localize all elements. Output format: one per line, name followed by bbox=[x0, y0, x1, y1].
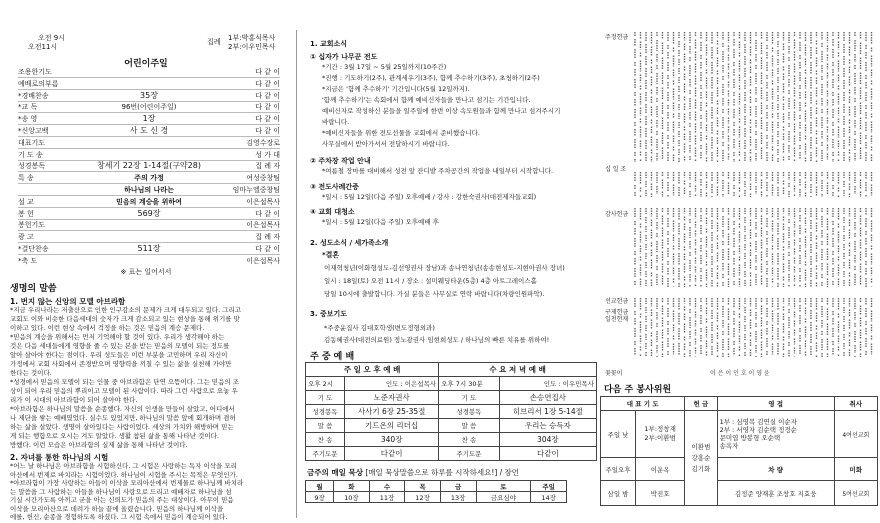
order-row bbox=[18, 114, 280, 124]
news-item-title bbox=[310, 53, 560, 62]
order-item-leader: 이은섭목사 bbox=[246, 256, 280, 265]
news-item bbox=[310, 183, 536, 203]
meditation-chapter: 14장 bbox=[531, 492, 567, 503]
officiant-label: 집례 bbox=[207, 38, 221, 46]
member-news-title: 2. 성도소식 / 세가족소개 bbox=[310, 239, 389, 247]
servant-prayer: 1부:정창재 2부:이환범 bbox=[636, 411, 685, 458]
meditation-day: 금 bbox=[440, 481, 476, 492]
news-item-title bbox=[310, 157, 553, 166]
text-line: 에를, 헌신, 순종을 경험하도록 하셨다. 그 시험 속에서 믿음이 계승되어 있다. bbox=[10, 513, 228, 521]
worship-row bbox=[306, 405, 597, 419]
flower-donors: 이 은 이 인 호 이 영 윤 bbox=[710, 370, 770, 377]
order-row bbox=[18, 138, 280, 148]
order-item-leader: 이은섭목사 bbox=[246, 221, 280, 230]
meditation-chapter: 9장 bbox=[306, 492, 334, 503]
order-item-leader: 집 례 자 bbox=[255, 233, 280, 242]
meditation-chapter: 12장 bbox=[405, 492, 441, 503]
news-item-title-text: 십자가 나무꾼 전도 bbox=[318, 53, 378, 61]
order-item-leader: 집 례 자 bbox=[255, 162, 280, 171]
news-item-number: ① bbox=[310, 53, 316, 61]
order-item-leader: 다 같 이 bbox=[255, 79, 280, 88]
servants-title: 다음 주 봉사위원 bbox=[604, 385, 672, 395]
order-item-leader: 이은섭목사 bbox=[246, 197, 280, 206]
news-item-line: 예비신자로 작성하신 분들을 일주일에 한번 이상 속도원들과 함께 만나고 섬겨주시기 bbox=[322, 107, 561, 115]
morning-time: 오전 9시 bbox=[38, 34, 65, 42]
church-news-title: 1. 교회소식 bbox=[310, 40, 348, 48]
news-item-number: ④ bbox=[310, 208, 316, 216]
text-line: 이하고 있다. 이런 현상 속에서 걱정을 하는 것은 믿음의 계승 문제다. bbox=[10, 324, 205, 332]
order-item-label: 봉헌기도 bbox=[18, 221, 46, 230]
order-item-content: 1장 bbox=[142, 114, 156, 124]
meditation-table bbox=[305, 480, 567, 503]
news-item-line: *예비신자들을 위한 전도선물을 교회에서 준비했습니다. bbox=[322, 129, 480, 137]
text-line: *아브라함이 가장 사랑하는 아들이 이삭을 모리아산에서 번제물로 하나님께 바치라 bbox=[10, 479, 244, 487]
order-item-content: 하나님의 나라는 bbox=[124, 186, 174, 194]
text-line: *지금 우리나라는 저출산으로 인한 인구감소의 문제가 크게 대두되고 있다. 그리고 bbox=[10, 306, 242, 314]
worship-row-label: 주기도문 bbox=[306, 447, 345, 461]
servant-prayer: 이운옥 bbox=[636, 458, 685, 481]
news-item-line: *지금은 '함께 추수하기' 기간입니다(5월 12일까지). bbox=[322, 85, 470, 93]
offering-label-relief: 구제헌금 일천헌재 bbox=[605, 309, 629, 323]
worship-row-value: 손승연집사 bbox=[499, 391, 596, 405]
servant-usher: 1부 : 심영복 김연실 이순자 2부 : 서영자 김순택 정정순 문미엽 방봉형 오순택 송옥자 bbox=[717, 411, 834, 458]
offering-label-tithe-main: 주정헌금 bbox=[605, 34, 629, 41]
meditation-chapter: 금요심야 bbox=[476, 492, 531, 503]
servant-vehicle-label: 차 량 bbox=[717, 458, 834, 481]
order-item-content: 주의 가정 bbox=[134, 174, 164, 183]
order-item-leader: 다 같 이 bbox=[255, 127, 280, 135]
late-time: 오전11시 bbox=[28, 43, 58, 51]
service-title: 어린이주일 bbox=[124, 59, 168, 69]
meditation-day: 수 bbox=[369, 481, 405, 492]
meditation-heading bbox=[307, 467, 519, 478]
text-line: 나 제단을 쌓는 예배였었다. 실수도 있었지만, 하나님의 말씀 앞에 회개하며 겸허 bbox=[10, 414, 236, 422]
order-item-content: 96번(어린이주일) bbox=[121, 103, 177, 112]
worship-row-value: 우리는 승득자 bbox=[499, 419, 596, 433]
sunday-pm-leader: 인도 : 이은섭목사 bbox=[345, 377, 439, 391]
order-row bbox=[18, 220, 280, 230]
worship-row-label: 주기도문 bbox=[439, 447, 500, 461]
order-item-label: 봉 헌 bbox=[18, 209, 34, 218]
news-item bbox=[310, 157, 553, 177]
wedding-label: *결혼 bbox=[322, 251, 340, 259]
meditation-day: 월 bbox=[306, 481, 334, 492]
text-line: *어느 날 하나님은 아브라함을 시험하신다. 그 시험은 사랑하는 독자 이삭을 모리 bbox=[10, 462, 237, 470]
news-item-line: *진행 : 기도하기(2주), 관계세우기(3주), 함께 추수하기(3주), 초청하기(2주) bbox=[322, 74, 540, 82]
sermon-point-1-body bbox=[10, 306, 290, 450]
order-of-service-column bbox=[0, 0, 292, 523]
sermon-header: 생명의 말씀 bbox=[10, 284, 57, 294]
meditation-chapter: 11장 bbox=[369, 492, 405, 503]
worship-row-value: 사사기 6장 25-35절 bbox=[345, 405, 439, 419]
servant-time: 삼일 밤 bbox=[601, 481, 636, 506]
order-item-leader: 다 같 이 bbox=[255, 115, 280, 124]
prayer-list bbox=[324, 322, 549, 346]
order-item-label: 대표기도 bbox=[18, 138, 46, 147]
worship-row-value: 340장 bbox=[345, 433, 439, 447]
text-line: *아브라함은 하나님의 말씀을 순종했다. 자신의 인생을 만들어 살았고, 어디에서 bbox=[10, 405, 235, 413]
worship-row-label: 찬 송 bbox=[439, 433, 500, 447]
order-row bbox=[18, 173, 280, 183]
sermon-point-1-title: 1. 번지 않는 신앙의 모델 아브라함 bbox=[10, 297, 126, 306]
order-row bbox=[18, 185, 280, 195]
order-item-leader: 다 같 이 bbox=[255, 68, 280, 76]
news-item-line: '함께 추수하기'는 속회에서 함께 예비신자들을 만나고 섬기는 기간입니다. bbox=[322, 96, 531, 104]
servants-header-cook: 취사 bbox=[834, 397, 877, 411]
order-item-label: 광 고 bbox=[18, 233, 34, 242]
order-item-leader: 김영수장로 bbox=[246, 138, 280, 147]
servant-vehicle: 김정준 양재훈 조창호 지효웅 bbox=[717, 481, 834, 506]
order-row bbox=[18, 126, 280, 136]
text-line: 이재혁청년(이화형성도-김선영권사 장남)과 송나연청년(송송현성도-지현아권사 장녀) bbox=[324, 264, 565, 272]
sermon-point-2-title: 2. 자녀를 통한 하나님의 시험 bbox=[10, 453, 109, 462]
order-row bbox=[18, 232, 280, 242]
order-item-content: 35장 bbox=[140, 90, 158, 100]
order-row bbox=[18, 197, 280, 207]
wednesday-pm-time: 오후 7시 30분 bbox=[439, 377, 500, 391]
stand-note: ※ 표는 일어서서 bbox=[120, 268, 172, 276]
servants-header-prayer: 대 표 기 도 bbox=[601, 397, 685, 411]
worship-row-label: 말 씀 bbox=[439, 419, 500, 433]
worship-row bbox=[306, 447, 597, 461]
meditation-day: 주일 bbox=[531, 481, 567, 492]
servant-time: 주일 낮 bbox=[601, 411, 636, 458]
text-line: 기실 시간가도록 아끼고 굳을 아는 신뢰도가 믿음의 주는 대상이다. 아무이 믿음 bbox=[10, 496, 234, 504]
news-item-line: 사무실에서 받아가셔서 전달하시기 바랍니다. bbox=[322, 140, 450, 148]
order-row bbox=[18, 102, 280, 112]
text-line: 것은 다음 세대들에게 영향을 줄 수 있는 본을 받는 믿음의 모델이 되는 정도를 bbox=[10, 342, 230, 350]
servant-offering: 이환범 강홍순 김기화 bbox=[685, 411, 717, 506]
weekly-worship-table bbox=[305, 362, 597, 461]
news-item-line: *여름철 장마를 대비해서 성전 앞 잔디밭 주차공간의 작업을 내일부터 시작합니다. bbox=[322, 167, 554, 175]
meditation-chapter: 10장 bbox=[334, 492, 370, 503]
order-item-leader: 다 같 이 bbox=[255, 91, 280, 100]
text-line: 당일 10시에 출발합니다. 가실 분들은 사무실로 연락 바랍니다(차량인원파악). bbox=[324, 290, 545, 298]
worship-row-value: 다같이 bbox=[499, 447, 596, 461]
servants-header-offering: 헌 금 bbox=[685, 397, 717, 411]
meditation-day: 화 bbox=[334, 481, 370, 492]
news-item bbox=[310, 53, 560, 150]
text-line: 상이 되어 우리 믿음의 뿌리이고 모델이 된 사람이다. 따라 그런 사람으로 요놓 우 bbox=[10, 387, 238, 395]
worship-row-label: 찬 송 bbox=[306, 433, 345, 447]
order-item-label: *경배찬송 bbox=[18, 91, 49, 100]
column-divider bbox=[296, 30, 297, 518]
order-item-leader: 다 같 이 bbox=[255, 209, 280, 218]
order-item-content: 511장 bbox=[137, 244, 161, 253]
order-item-content: 믿음의 계승을 위하여 bbox=[116, 197, 182, 206]
order-row bbox=[18, 91, 280, 101]
order-item-label: *교 독 bbox=[18, 103, 38, 112]
order-item-content: 창세기 22장 1-14절(구약28) bbox=[97, 161, 201, 171]
order-item-label: 예배로의부름 bbox=[18, 79, 59, 88]
news-item-line: *기간 : 3월 17일 ~ 5월 25일까지(10주간) bbox=[322, 63, 447, 71]
order-item-leader: 여성중창팀 bbox=[246, 174, 280, 183]
order-item-label: *축 도 bbox=[18, 256, 38, 265]
news-item-line: *일시 : 5월 12일(다음 주일) 오후예배 / 강사 : 강한숙권사(대전제자들교회) bbox=[322, 193, 537, 201]
meditation-day: 목 bbox=[405, 481, 441, 492]
offering-label-thanks: 감사헌금 bbox=[605, 211, 629, 218]
prayer-title: 3. 중보기도 bbox=[310, 310, 348, 318]
text-line: 게 되는 행함으로 오시는 겨도 알았다. 생활 참된 삶을 통해 나타난 것이다. bbox=[10, 432, 219, 440]
news-item-line: 바랍니다. bbox=[322, 118, 350, 126]
meditation-subtitle: [매일 묵상말씀으로 하루를 시작하세요!] / 잠언 bbox=[365, 468, 520, 477]
order-item-label: 특 송 bbox=[18, 174, 34, 183]
offering-names-list bbox=[632, 30, 877, 360]
news-item-number: ② bbox=[310, 157, 316, 165]
order-item-leader: 다 같 이 bbox=[255, 103, 280, 112]
servants-header-usher: 영 접 bbox=[717, 397, 834, 411]
text-line: *믿음의 계승을 위해서는 먼저 기억해야 할 것이 있다. 우리가 생각해야 하는 bbox=[10, 333, 225, 341]
text-line: 일시 : 18일(토) 오전 11시 / 장소 : 설미웨딩타운(5층) 4층 아트그레이스홀 bbox=[324, 277, 537, 285]
text-line: 하는 삶을 살았다. 생명이 살아있다는 사람이었다. 세상의 가치와 해방하며 믿는 bbox=[10, 423, 234, 431]
order-item-label: 기 도 송 bbox=[18, 150, 43, 159]
servant-cleaning-label: 미화 bbox=[834, 458, 877, 481]
text-line: 교회도 이와 비슷한 다음세대의 숫자가 크게 감소되고 있는 현상을 통해 위기를 맞 bbox=[10, 315, 240, 323]
text-line: 아산에서 번제로 바치라는 시험이었다. 하나님이 시험을 주시는 목적은 무엇인가. bbox=[10, 470, 238, 479]
servants-table bbox=[600, 396, 878, 506]
order-item-label: 조용한기도 bbox=[18, 68, 52, 76]
order-row bbox=[18, 79, 280, 89]
offering-label-flowers: 꽃꽂이 bbox=[605, 370, 623, 377]
order-item-label: *신앙고백 bbox=[18, 127, 49, 135]
offering-label-mission: 선교헌금 bbox=[605, 298, 629, 305]
servant-time: 주일오후 bbox=[601, 458, 636, 481]
worship-row-value: 노준자권사 bbox=[345, 391, 439, 405]
order-row bbox=[18, 209, 280, 219]
order-item-leader: 다 같 이 bbox=[255, 245, 280, 253]
text-line: 한다는 것이다. bbox=[10, 369, 52, 377]
worship-row-value: 다같이 bbox=[345, 447, 439, 461]
wednesday-pm-title: 수 요 저 녁 예 배 bbox=[439, 363, 597, 377]
worship-row bbox=[306, 391, 597, 405]
text-line: 알아 살아야 한다는 점이다. 우리 성도들은 이런 부분을 고민하며 우리 자신이 bbox=[10, 351, 228, 359]
order-item-content: 569장 bbox=[137, 208, 161, 218]
wednesday-pm-leader: 인도 : 이우민목사 bbox=[499, 377, 596, 391]
meditation-day: 토 bbox=[476, 481, 531, 492]
news-item-title bbox=[310, 208, 439, 217]
order-item-label: 설 교 bbox=[18, 197, 34, 206]
offering-names-pattern bbox=[632, 30, 877, 360]
text-line: 가정에서 교회 사회에서 존경받으며 영향력을 끼칠 수 있는 삶을 실천해 가야만 bbox=[10, 360, 232, 368]
offering-label-tithe: 십 일 조 bbox=[605, 166, 627, 173]
order-item-label: 성경봉독 bbox=[18, 162, 46, 171]
worship-row-label: 기 도 bbox=[306, 391, 345, 405]
worship-row-label: 성경봉독 bbox=[306, 405, 345, 419]
order-row bbox=[18, 256, 280, 266]
order-row bbox=[18, 67, 280, 77]
news-item-number: ③ bbox=[310, 183, 316, 191]
servant-cleaning: 5여선교회 bbox=[834, 481, 877, 506]
text-line: 이삭을 모리아산으로 데려가 하늘 끝에 올렸습니다. 믿음의 하나님께 이삭을 bbox=[10, 504, 224, 513]
news-item-title-text: 교회 대청소 bbox=[318, 208, 355, 216]
order-item-leader: 성 가 대 bbox=[255, 150, 280, 159]
meditation-title: 금주의 매일 묵상 bbox=[307, 468, 363, 477]
order-item-label: *결단찬송 bbox=[18, 245, 49, 253]
order-row bbox=[18, 244, 280, 254]
order-item-leader: 임마누엘중창팀 bbox=[232, 186, 280, 194]
servant-cook: 4여선교회 bbox=[834, 411, 877, 458]
late-leader: 2부:이우민목사 bbox=[228, 43, 276, 51]
sunday-pm-title: 주 일 오 후 예 배 bbox=[306, 363, 439, 377]
morning-leader: 1부:박홍식목사 bbox=[228, 34, 276, 42]
text-line: *성경에서 믿음의 모델이 되는 인물 중 아브라함은 단연 으뜸이다. 그는 믿음의 조 bbox=[10, 378, 239, 386]
news-item bbox=[310, 208, 439, 228]
news-item-title-text: 전도사례간증 bbox=[318, 183, 359, 191]
worship-row bbox=[306, 433, 597, 447]
order-row bbox=[18, 161, 280, 171]
worship-row-label: 기 도 bbox=[439, 391, 500, 405]
news-item-title bbox=[310, 183, 536, 192]
text-line: 김동혜권사(대전의료원) 정노광권사 임현희성도 / 하나님의 빠른 치유를 위하여! bbox=[324, 336, 550, 344]
church-news-column bbox=[300, 0, 600, 523]
worship-row bbox=[306, 419, 597, 433]
news-item-line: *일시 : 5월 12일(다음 주일) 오후예배 후 bbox=[322, 218, 439, 226]
sunday-pm-time: 오후 2시 bbox=[306, 377, 345, 391]
order-item-content: 사 도 신 경 bbox=[129, 126, 169, 135]
worship-row-value: 기드온의 리더십 bbox=[345, 419, 439, 433]
servant-prayer: 박진호 bbox=[636, 481, 685, 506]
worship-row-label: 말 씀 bbox=[306, 419, 345, 433]
text-line: *주중윤집사 김대호학생(변도정형외과) bbox=[324, 324, 435, 332]
worship-row-value: 히브리서 1장 5-14절 bbox=[499, 405, 596, 419]
offering-and-servants-column bbox=[600, 0, 880, 523]
text-line: 는 말씀을 그 사람하는 아들을 하나님이 사랑으로 드리고 예배자로 하나님을 섬 bbox=[10, 487, 232, 496]
meditation-chapter: 13장 bbox=[440, 492, 476, 503]
sermon-point-2-body bbox=[10, 462, 290, 522]
order-item-label: *송 영 bbox=[18, 115, 38, 124]
text-line: 리가 이 시대의 아브라함이 되어 살아야 한다. bbox=[10, 396, 138, 404]
worship-row-label: 성경봉독 bbox=[439, 405, 500, 419]
worship-row-value: 304장 bbox=[499, 433, 596, 447]
news-item-title-text: 주차장 작업 안내 bbox=[318, 157, 371, 165]
wedding-details bbox=[324, 262, 565, 301]
weekly-worship-header: 주 중 예 배 bbox=[310, 352, 355, 362]
text-line: 방했다. 이런 모습은 아브라함의 실제 삶을 통해 나타난 것이다. bbox=[10, 441, 188, 449]
order-row bbox=[18, 150, 280, 160]
